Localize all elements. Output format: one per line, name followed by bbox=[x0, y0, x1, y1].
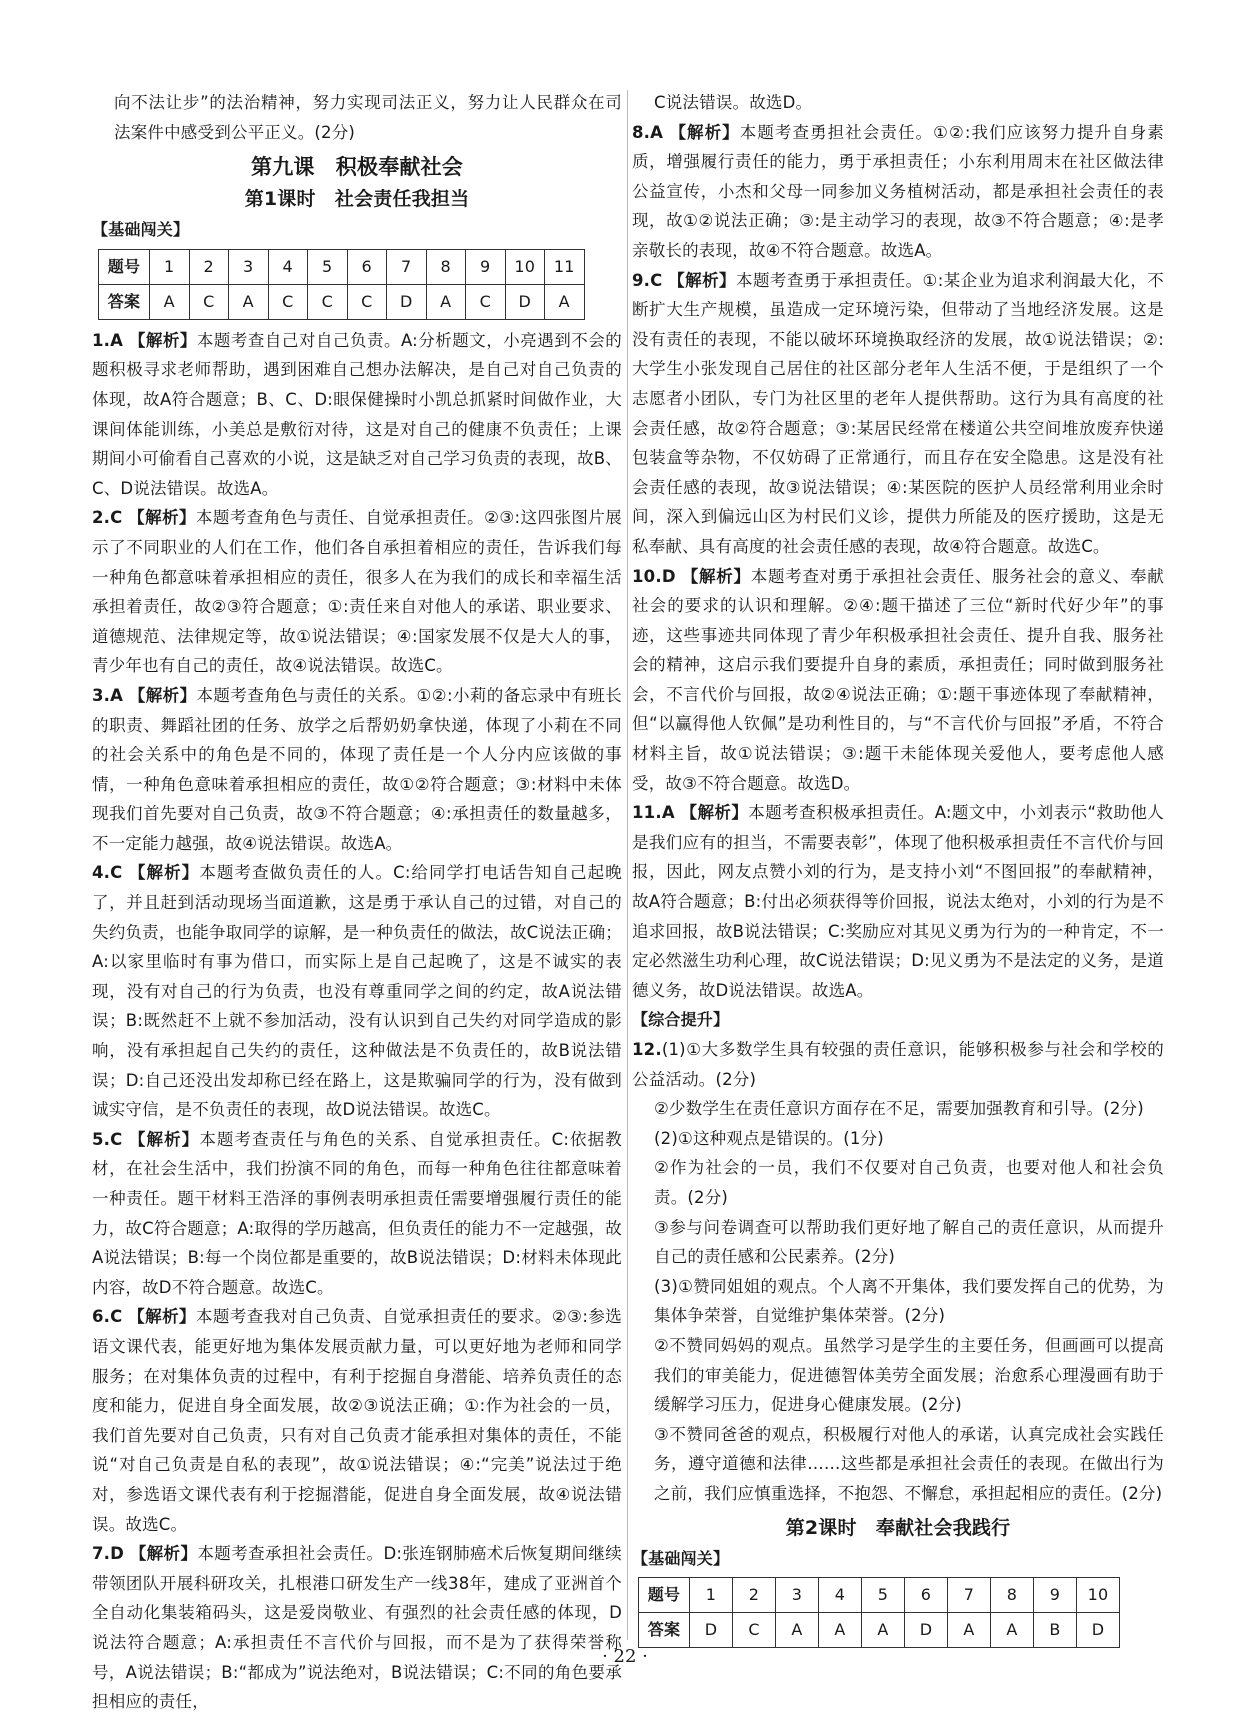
table-cell-answer: C bbox=[308, 284, 348, 319]
answer-text: ③不赞同爸爸的观点，积极履行对他人的承诺，认真完成社会实践任务，遵守道德和法律……这些都是承担社会责任的表现。在做出行为之前，我们应慎重选择，不抱怨、不懈怠，承担起相应的责任。(2分) bbox=[654, 1424, 1164, 1503]
list-item bbox=[92, 1539, 622, 1717]
analysis-label: 【解析】 bbox=[128, 508, 196, 528]
analysis-label: 【解析】 bbox=[128, 1129, 200, 1149]
list-item bbox=[632, 562, 1164, 799]
analysis-label: 【解析】 bbox=[680, 803, 749, 823]
list-item bbox=[632, 1272, 1164, 1331]
table-label-answer: 答案 bbox=[639, 1613, 690, 1648]
answer-text: (1)①大多数学生具有较强的责任意识，能够积极参与社会和学校的公益活动。(2分) bbox=[632, 1040, 1164, 1089]
table-cell-number: 2 bbox=[733, 1578, 776, 1613]
answer-text: 本题考查角色与责任、自觉承担责任。②③:这四张图片展示了不同职业的人们在工作，他们各自承担着相应的责任，告诉我们每一种角色都意味着承担相应的责任，很多人在为我们的成长和幸福生活承担着责任，故②③符合题意；①:责任来自对他人的承诺、职业要求、道德规范、法律规定等，故①说法错误；④:国家发展不仅是大人的事，青少年也有自己的责任，故④说法错误。故选C。 bbox=[92, 508, 622, 676]
table-label-number: 题号 bbox=[99, 249, 150, 284]
list-item bbox=[632, 1035, 1164, 1094]
analysis-label: 【解析】 bbox=[669, 122, 740, 142]
analysis-label: 【解析】 bbox=[129, 1544, 198, 1564]
list-item bbox=[92, 326, 622, 504]
table-cell-answer: C bbox=[466, 284, 506, 319]
table-cell-answer: C bbox=[733, 1613, 776, 1648]
table-cell-answer: A bbox=[150, 284, 190, 319]
answer-text: 本题考查自己对自己负责。A:分析题文，小亮遇到不会的题积极寻求老师帮助，遇到困难自己想办法解决，是自己对自己负责的体现，故A符合题意；B、C、D:眼保健操时小凯总抓紧时间做作业，大课间体能训练，小美总是敷衍对待，这是对自己的健康不负责任；上课期间小可偷看自己喜欢的小说，这是缺乏对自己学习负责的表现，故B、C、D说法错误。故选A。 bbox=[92, 330, 622, 498]
answer-text: ②少数学生在责任意识方面存在不足，需要加强教育和引导。(2分) bbox=[654, 1099, 1144, 1119]
answer-text: 本题考查积极承担责任。A:题文中，小刘表示“救助他人是我们应有的担当，不需要表彰”，体现了他积极承担责任不言代价与回报，因此，网友点赞小刘的行为，是支持小刘“不图回报”的奉献精神，故A符合题意；B:付出必须获得等价回报，说法太绝对，小刘的行为是不追求回报，故B说法错误；C:奖励应对其见义勇为行为的一种肯定，不一定必然滋生功利心理，故C说法错误；D:见义勇为不是法定的义务，是道德义务，故D说法错误。故选A。 bbox=[632, 803, 1164, 1000]
question-number: 10.D bbox=[632, 566, 676, 586]
table-cell-answer: A bbox=[229, 284, 269, 319]
table-cell-answer: D bbox=[1077, 1613, 1120, 1648]
list-item bbox=[632, 1331, 1164, 1420]
section-title-lesson2: 第2课时 奉献社会我践行 bbox=[785, 1516, 1011, 1539]
question-number: 12. bbox=[632, 1040, 662, 1059]
table-cell-number: 6 bbox=[347, 249, 387, 284]
question-number: 11.A bbox=[632, 803, 675, 823]
table-cell-number: 2 bbox=[189, 249, 229, 284]
table-cell-answer: A bbox=[862, 1613, 905, 1648]
analysis-label: 【解析】 bbox=[681, 566, 751, 586]
question-12-answer bbox=[632, 1035, 1164, 1509]
list-item bbox=[92, 503, 622, 681]
list-item bbox=[632, 118, 1164, 266]
table-cell-number: 4 bbox=[268, 249, 308, 284]
table-cell-number: 5 bbox=[308, 249, 348, 284]
list-item bbox=[92, 681, 622, 859]
list-item bbox=[632, 1124, 1164, 1154]
table-cell-number: 11 bbox=[545, 249, 585, 284]
answer-text: 本题考查勇于承担责任。①:某企业为追求利润最大化，不断扩大生产规模，虽造成一定环境污染，但带动了当地经济发展。这是没有责任的表现，不能以破坏环境换取经济的发展，故①说法错误；②:大学生小张发现自己居住的社区部分老年人生活不便，于是组织了一个志愿者小团队，专门为社区里的老年人提供帮助。这行为具有高度的社会责任感，故②符合题意；③:某居民经常在楼道公共空间堆放废弃快递包装盒等杂物，不仅妨碍了正常通行，而且存在安全隐患。这是没有社会责任感的表现，故③说法错误；④:某医院的医护人员经常利用业余时间，深入到偏远山区为村民们义诊，提供力所能及的医疗援助，这是无私奉献、具有高度的社会责任感的表现，故④符合题意。故选C。 bbox=[632, 270, 1164, 556]
basic-tag: 【基础闯关】 bbox=[92, 220, 190, 240]
table-label-number: 题号 bbox=[639, 1578, 690, 1613]
table-label-answer: 答案 bbox=[99, 284, 150, 319]
list-item bbox=[632, 1420, 1164, 1509]
table-cell-number: 5 bbox=[862, 1578, 905, 1613]
list-item bbox=[632, 88, 1164, 118]
basic-tag-lesson2: 【基础闯关】 bbox=[632, 1548, 730, 1568]
answer-text: 本题考查承担社会责任。D:张连钢肺癌术后恢复期间继续带领团队开展科研攻关，扎根港口研发生产一线38年，建成了亚洲首个全自动化集装箱码头，这是爱岗敬业、有强烈的社会责任感的体现，D说法符合题意；A:承担责任不言代价与回报，而不是为了获得荣誉称号，A说法错误；B:“都成为”说法绝对，B说法错误；C:不同的角色要承担相应的责任， bbox=[92, 1544, 623, 1712]
table-cell-answer: A bbox=[948, 1613, 991, 1648]
answer-table-lesson2 bbox=[638, 1577, 1120, 1648]
left-column bbox=[92, 88, 622, 1717]
table-cell-number: 8 bbox=[426, 249, 466, 284]
table-cell-answer: C bbox=[189, 284, 229, 319]
table-cell-answer: A bbox=[426, 284, 466, 319]
table-cell-number: 3 bbox=[776, 1578, 819, 1613]
table-cell-number: 9 bbox=[1034, 1578, 1077, 1613]
page-number: · 22 · bbox=[602, 1646, 648, 1667]
analysis-label: 【解析】 bbox=[128, 330, 197, 350]
table-row-answers bbox=[99, 284, 585, 319]
question-number: 3.A bbox=[92, 685, 124, 705]
table-row-answers bbox=[639, 1613, 1120, 1648]
intro-paragraph: 向不法让步”的法治精神，努力实现司法正义，努力让人民群众在司法案件中感受到公平正义。(2分) bbox=[114, 93, 622, 142]
answer-table-lesson1 bbox=[98, 249, 585, 320]
table-cell-number: 7 bbox=[948, 1578, 991, 1613]
table-cell-answer: D bbox=[905, 1613, 948, 1648]
question-number: 8.A bbox=[632, 122, 664, 142]
table-cell-number: 3 bbox=[229, 249, 269, 284]
question-number: 7.D bbox=[92, 1544, 125, 1564]
answer-text: C说法错误。故选D。 bbox=[654, 93, 813, 112]
question-number: 9.C bbox=[632, 270, 663, 290]
analysis-label: 【解析】 bbox=[128, 863, 200, 883]
answer-text: (2)①这种观点是错误的。(1分) bbox=[654, 1128, 884, 1148]
answer-text: 本题考查责任与角色的关系、自觉承担责任。C:依据教材，在社会生活中，我们扮演不同的角色，而每一种角色往往都意味着一种责任。题干材料王浩泽的事例表明承担责任需要增强履行责任的能力，故C符合题意；A:取得的学历越高，但负责任的能力不一定越强，故A说法错误；B:每一个岗位都是重要的，故B说法错误；D:材料未体现此内容，故D不符合题意。故选C。 bbox=[92, 1129, 622, 1297]
table-row-numbers bbox=[639, 1578, 1120, 1613]
table-cell-number: 7 bbox=[387, 249, 427, 284]
table-cell-number: 1 bbox=[150, 249, 190, 284]
table-cell-answer: A bbox=[991, 1613, 1034, 1648]
list-item bbox=[92, 1125, 622, 1303]
table-cell-number: 8 bbox=[991, 1578, 1034, 1613]
table-cell-number: 9 bbox=[466, 249, 506, 284]
table-cell-number: 4 bbox=[819, 1578, 862, 1613]
left-answer-list bbox=[92, 326, 622, 1717]
answer-text: 本题考查角色与责任的关系。①②:小莉的备忘录中有班长的职责、舞蹈社团的任务、放学之后帮奶奶拿快递，体现了小莉在不同的社会关系中的角色是不同的，体现了责任是一个人分内应该做的事情，一种角色意味着承担相应的责任，故①②符合题意；③:材料中未体现我们首先要对自己负责，故③不符合题意；④:承担责任的数量越多，不一定能力越强，故④说法错误。故选A。 bbox=[92, 685, 622, 853]
analysis-label: 【解析】 bbox=[128, 1307, 196, 1327]
answer-text: (3)①赞同姐姐的观点。个人离不开集体，我们要发挥自己的优势，为集体争荣誉，自觉维护集体荣誉。(2分) bbox=[654, 1276, 1164, 1326]
answer-text: ②不赞同妈妈的观点。虽然学习是学生的主要任务，但画画可以提高我们的审美能力，促进德智体美劳全面发展；治愈系心理漫画有助于缓解学习压力，促进身心健康发展。(2分) bbox=[654, 1335, 1164, 1415]
question-number: 2.C bbox=[92, 508, 123, 528]
table-cell-answer: D bbox=[505, 284, 545, 319]
answer-text: ③参与问卷调查可以帮助我们更好地了解自己的责任意识，从而提升自己的责任感和公民素养。(2分) bbox=[654, 1217, 1164, 1267]
analysis-label: 【解析】 bbox=[668, 270, 736, 290]
table-cell-number: 1 bbox=[690, 1578, 733, 1613]
column-divider bbox=[627, 90, 628, 1640]
table-cell-number: 10 bbox=[505, 249, 545, 284]
answer-text: 本题考查对勇于承担社会责任、服务社会的意义、奉献社会的要求的认识和理解。②④:题干描述了三位“新时代好少年”的事迹，这些事迹共同体现了青少年积极承担社会责任、提升自我、服务社会的精神，这启示我们要提升自身的素质，承担责任；同时做到服务社会，不言代价与回报，故②④说法正确；①:题干事迹体现了奉献精神，但“以赢得他人钦佩”是功利性目的，与“不言代价与回报”矛盾，不符合材料主旨，故①说法错误；③:题干未能体现关爱他人，要考虑他人感受，故③不符合题意。故选D。 bbox=[632, 566, 1164, 793]
answer-text: 本题考查勇担社会责任。①②:我们应该努力提升自身素质，增强履行责任的能力，勇于承担责任；小东利用周末在社区做法律公益宣传，小杰和父母一同参加义务植树活动，都是承担社会责任的表现，故①②说法正确；③:是主动学习的表现，故③不符合题意；④:是孝亲敬长的表现，故④不符合题意。故选A。 bbox=[632, 122, 1164, 260]
answer-text: 本题考查我对自己负责、自觉承担责任的要求。②③:参选语文课代表，能更好地为集体发展贡献力量，可以更好地为老师和同学服务；在对集体负责的过程中，有利于挖掘自身潜能、培养负责任的态度和能力，促进自身全面发展，故②③说法正确；①:作为社会的一员，我们首先要对自己负责，只有对自己负责才能承担对集体的责任，不能说“对自己负责是自私的表现”，故①说法错误；④:“完美”说法过于绝对，参选语文课代表有利于挖掘潜能，促进自身全面发展，故④说法错误。故选C。 bbox=[92, 1307, 622, 1534]
answer-text: ②作为社会的一员，我们不仅要对自己负责，也要对他人和社会负责。(2分) bbox=[654, 1158, 1164, 1207]
table-cell-answer: B bbox=[1034, 1613, 1077, 1648]
table-cell-answer: D bbox=[690, 1613, 733, 1648]
answer-text: 本题考查做负责任的人。C:给同学打电话告知自己起晚了，并且赶到活动现场当面道歉，这是勇于承认自己的过错，对自己的失约负责，也能争取同学的谅解，是一种负责任的做法，故C说法正确；A:以家里临时有事为借口，而实际上是自己起晚了，这是不诚实的表现，没有对自己的行为负责，也没有尊重同学之间的约定，故A说法错误；B:既然赶不上就不参加活动，没有认识到自己失约对同学造成的影响，没有承担起自己失约的责任，这种做法是不负责任的，故B说法错误；D:自己还没出发却称已经在路上，这是欺骗同学的行为，没有做到诚实守信，是不负责任的表现，故D说法错误。故选C。 bbox=[92, 863, 622, 1120]
table-cell-answer: C bbox=[347, 284, 387, 319]
table-row-numbers bbox=[99, 249, 585, 284]
table-cell-number: 6 bbox=[905, 1578, 948, 1613]
table-cell-answer: A bbox=[776, 1613, 819, 1648]
comprehensive-tag: 【综合提升】 bbox=[632, 1010, 730, 1030]
question-number: 1.A bbox=[92, 330, 124, 350]
lesson-title: 第九课 积极奉献社会 bbox=[251, 155, 463, 180]
right-answer-list bbox=[632, 88, 1164, 1005]
question-number: 4.C bbox=[92, 863, 123, 883]
section-title-lesson1: 第1课时 社会责任我担当 bbox=[244, 188, 470, 211]
question-number: 5.C bbox=[92, 1129, 123, 1149]
question-number: 6.C bbox=[92, 1307, 123, 1327]
list-item bbox=[632, 798, 1164, 1005]
table-cell-answer: D bbox=[387, 284, 427, 319]
table-cell-number: 10 bbox=[1077, 1578, 1120, 1613]
list-item bbox=[92, 1302, 622, 1539]
right-column bbox=[632, 88, 1164, 1654]
list-item bbox=[632, 1153, 1164, 1212]
table-cell-answer: A bbox=[545, 284, 585, 319]
analysis-label: 【解析】 bbox=[128, 685, 197, 705]
list-item bbox=[632, 266, 1164, 562]
table-cell-answer: A bbox=[819, 1613, 862, 1648]
list-item bbox=[92, 858, 622, 1124]
table-cell-answer: C bbox=[268, 284, 308, 319]
list-item bbox=[632, 1094, 1164, 1124]
list-item bbox=[632, 1213, 1164, 1272]
